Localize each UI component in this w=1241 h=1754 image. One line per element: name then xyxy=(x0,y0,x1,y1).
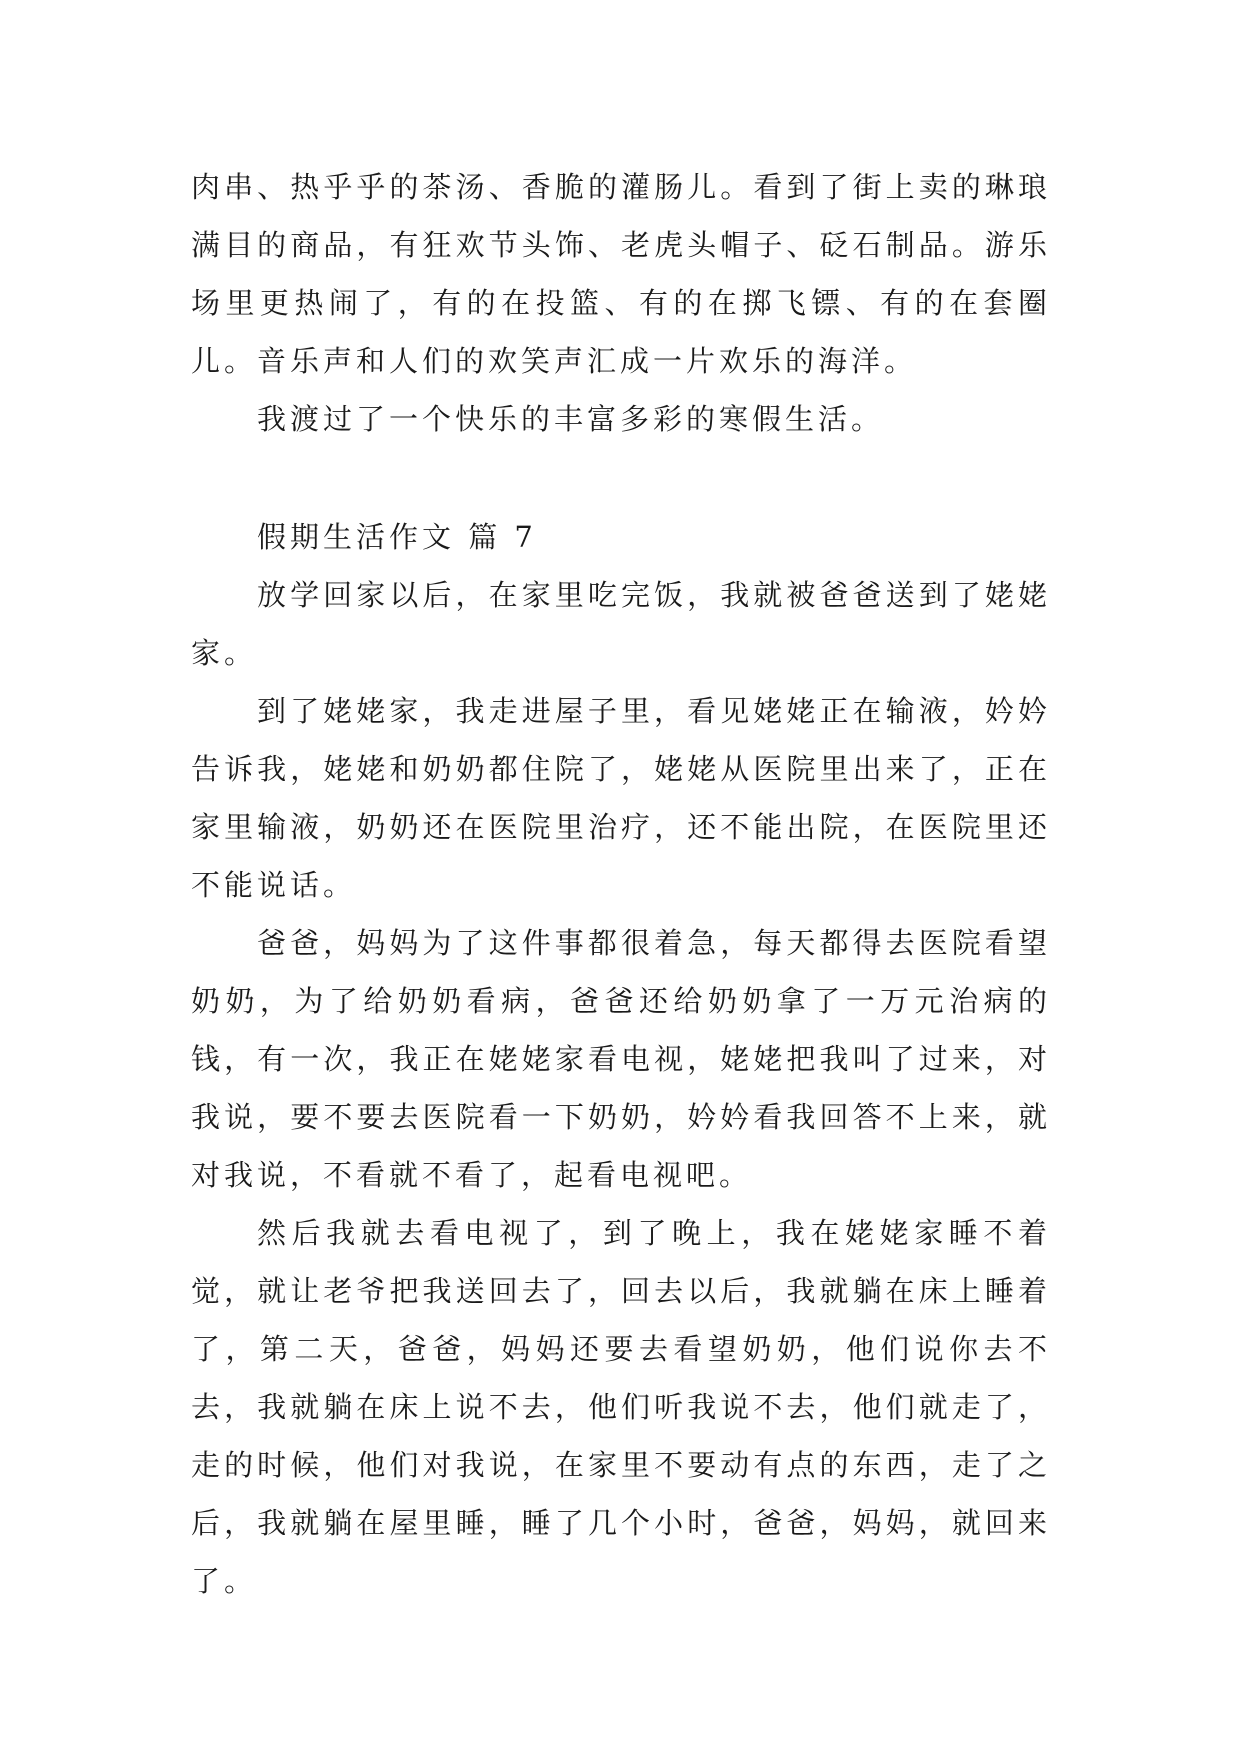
section-heading: 假期生活作文 篇 7 xyxy=(257,520,537,554)
paragraph: 然后我就去看电视了，到了晚上，我在姥姥家睡不着觉，就让老爷把我送回去了，回去以后，我就躺在床上睡着了，第二天，爸爸，妈妈还要去看望奶奶，他们说你去不去，我就躺在床上说不去，他们听我说不去，他们就走了，走的时候，他们对我说，在家里不要动有点的东西，走了之后，我就躺在屋里睡，睡了几个小时，爸爸，妈妈，就回来了。 xyxy=(191,1216,1051,1598)
paragraph: 爸爸，妈妈为了这件事都很着急，每天都得去医院看望奶奶，为了给奶奶看病，爸爸还给奶奶拿了一万元治病的钱，有一次，我正在姥姥家看电视，姥姥把我叫了过来，对我说，要不要去医院看一下奶奶，妗妗看我回答不上来，就对我说，不看就不看了，起看电视吧。 xyxy=(191,926,1051,1192)
paragraph-continued: 肉串、热乎乎的茶汤、香脆的灌肠儿。看到了街上卖的琳琅满目的商品，有狂欢节头饰、老虎头帽子、砭石制品。游乐场里更热闹了，有的在投篮、有的在掷飞镖、有的在套圈儿。音乐声和人们的欢笑声汇成一片欢乐的海洋。 xyxy=(191,170,1051,378)
document-body xyxy=(191,158,1051,1610)
paragraph-closing: 我渡过了一个快乐的丰富多彩的寒假生活。 xyxy=(257,402,885,436)
section-spacer xyxy=(191,448,1051,508)
paragraph: 放学回家以后，在家里吃完饭，我就被爸爸送到了姥姥家。 xyxy=(191,578,1051,670)
paragraph: 到了姥姥家，我走进屋子里，看见姥姥正在输液，妗妗告诉我，姥姥和奶奶都住院了，姥姥从医院里出来了，正在家里输液，奶奶还在医院里治疗，还不能出院，在医院里还不能说话。 xyxy=(191,694,1051,902)
